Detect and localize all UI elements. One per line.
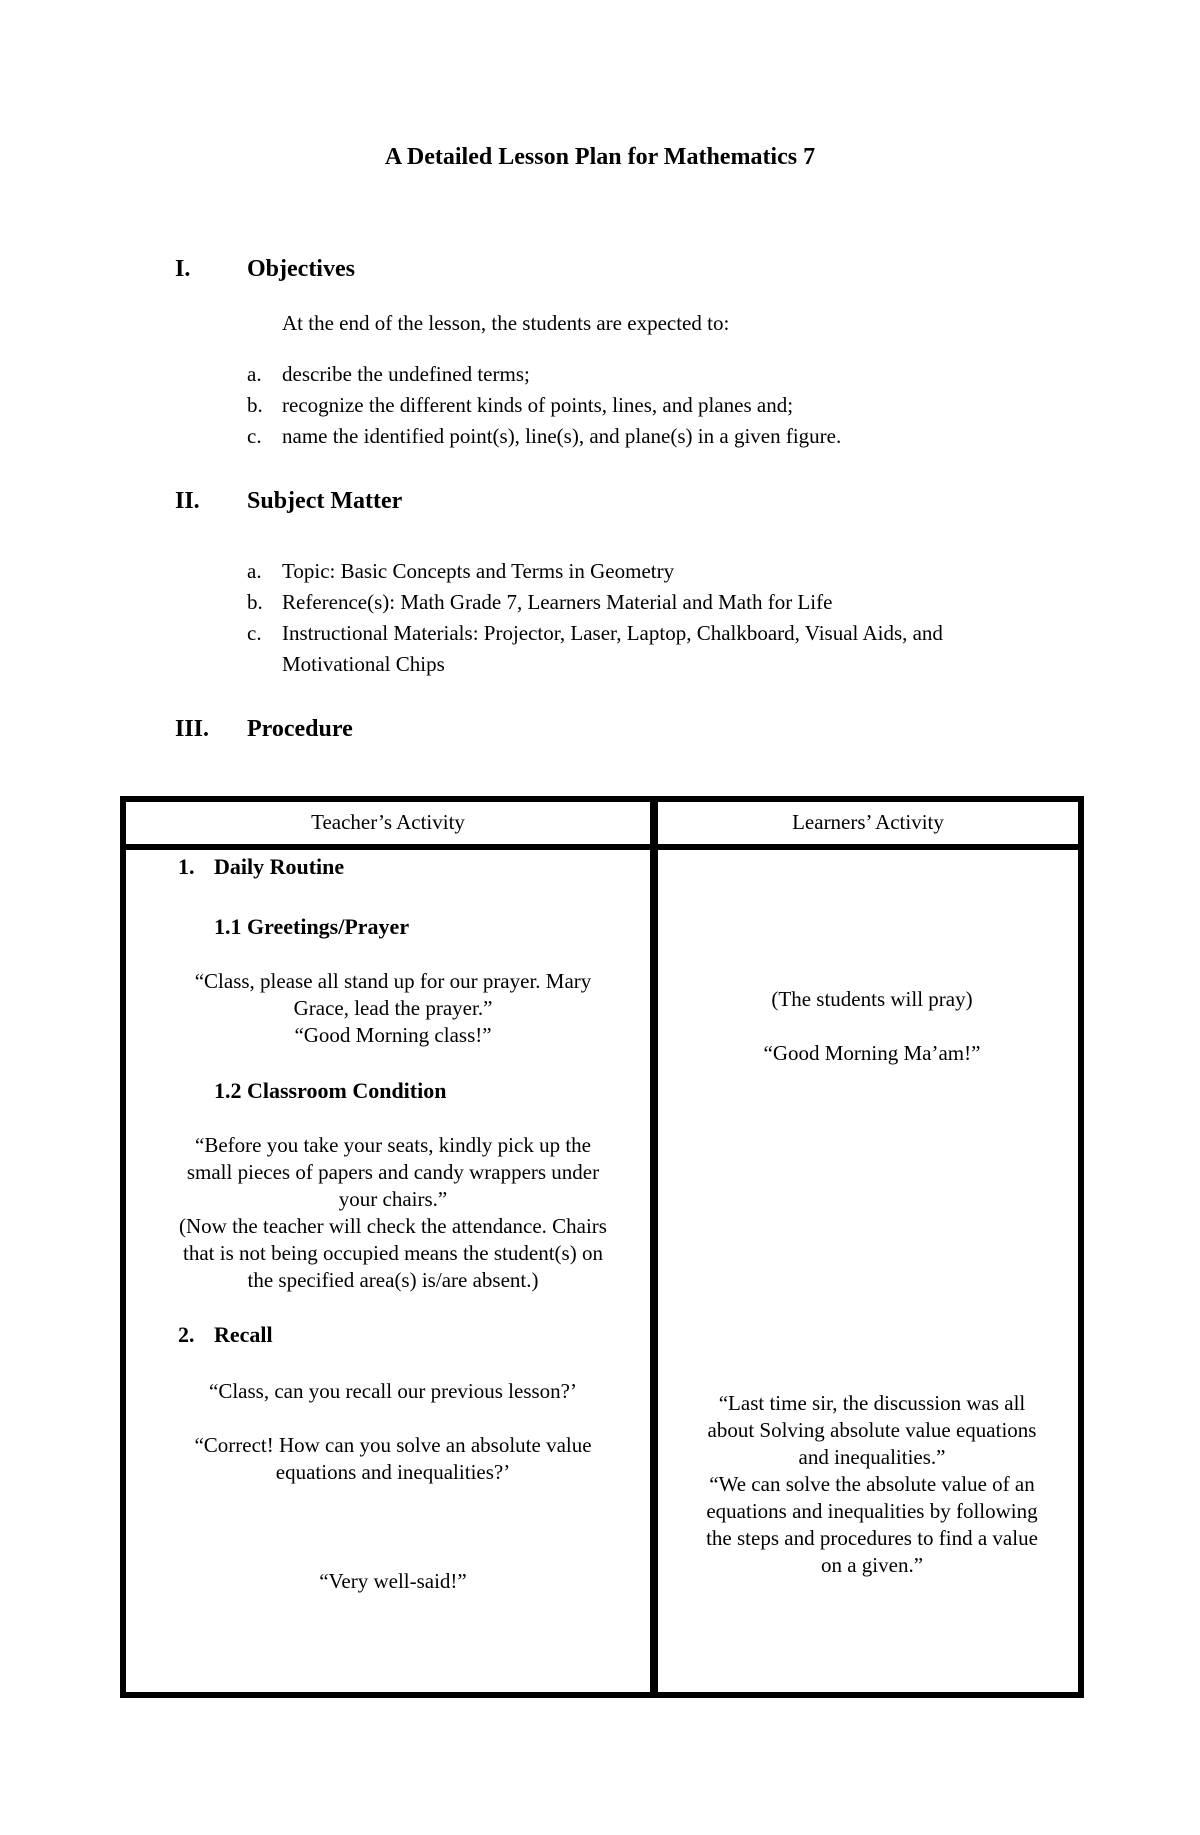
header-learners-activity: Learners’ Activity	[792, 810, 944, 834]
classroom-condition-heading: 1.2 Classroom Condition	[214, 1078, 447, 1103]
header-teacher-activity: Teacher’s Activity	[311, 810, 465, 834]
objective-label: c.	[247, 424, 262, 448]
recall-number: 2.	[178, 1322, 195, 1347]
learner-answer-line: and inequalities.”	[798, 1445, 946, 1469]
learner-answer-line: the steps and procedures to find a value	[706, 1526, 1038, 1550]
header-divider	[126, 844, 1078, 850]
section-number-objectives: I.	[175, 256, 191, 282]
objective-item: recognize the different kinds of points, lines, and planes and;	[282, 393, 794, 417]
teacher-recall-line: “Correct! How can you solve an absolute value	[194, 1433, 592, 1457]
learner-response: “Good Morning Ma’am!”	[763, 1041, 981, 1065]
greetings-heading: 1.1 Greetings/Prayer	[214, 914, 410, 939]
document-title: A Detailed Lesson Plan for Mathematics 7	[384, 144, 816, 170]
objectives-intro: At the end of the lesson, the students are expected to:	[282, 311, 730, 335]
teacher-recall-line: equations and inequalities?’	[275, 1460, 511, 1484]
subject-label: c.	[247, 621, 262, 645]
teacher-greeting-line: Grace, lead the prayer.”	[293, 996, 493, 1020]
objective-label: a.	[247, 362, 262, 386]
objective-label: b.	[247, 393, 263, 417]
learner-response: (The students will pray)	[771, 987, 973, 1011]
subject-item-continued: Motivational Chips	[282, 652, 445, 676]
teacher-recall-line: “Very well-said!”	[319, 1569, 467, 1593]
teacher-condition-line: (Now the teacher will check the attendance. Chairs	[179, 1214, 607, 1238]
teacher-condition-line: the specified area(s) is/are absent.)	[247, 1268, 539, 1292]
section-title-objectives: Objectives	[247, 256, 355, 282]
teacher-condition-line: your chairs.”	[338, 1187, 448, 1211]
learner-answer-line: about Solving absolute value equations	[707, 1418, 1037, 1442]
subject-item: Reference(s): Math Grade 7, Learners Material and Math for Life	[282, 590, 833, 614]
teacher-condition-line: small pieces of papers and candy wrappers under	[186, 1160, 600, 1184]
subject-item: Topic: Basic Concepts and Terms in Geometry	[282, 559, 675, 583]
learner-answer-line: on a given.”	[820, 1553, 924, 1577]
learner-answer-line: “We can solve the absolute value of an	[709, 1472, 1035, 1496]
learner-answer-line: “Last time sir, the discussion was all	[718, 1391, 1026, 1415]
section-title-subject-matter: Subject Matter	[247, 488, 403, 514]
teacher-recall-line: “Class, can you recall our previous lesson?’	[209, 1379, 577, 1403]
procedure-table	[120, 796, 1084, 1698]
subject-label: b.	[247, 590, 263, 614]
teacher-greeting-line: “Class, please all stand up for our prayer. Mary	[194, 969, 592, 993]
section-number-subject-matter: II.	[175, 488, 200, 514]
section-number-procedure: III.	[175, 716, 210, 742]
daily-routine-heading: Daily Routine	[214, 854, 345, 879]
column-divider	[650, 802, 658, 1692]
recall-heading: Recall	[214, 1322, 273, 1347]
section-title-procedure: Procedure	[247, 716, 353, 742]
learner-answer-line: equations and inequalities by following	[706, 1499, 1038, 1523]
objective-item: describe the undefined terms;	[282, 362, 530, 386]
teacher-greeting-line: “Good Morning class!”	[294, 1023, 492, 1047]
daily-routine-number: 1.	[178, 854, 195, 879]
teacher-condition-line: “Before you take your seats, kindly pick up the	[195, 1133, 591, 1157]
subject-item: Instructional Materials: Projector, Laser, Laptop, Chalkboard, Visual Aids, and	[282, 621, 943, 645]
objective-item: name the identified point(s), line(s), and plane(s) in a given figure.	[282, 424, 842, 448]
subject-label: a.	[247, 559, 262, 583]
teacher-condition-line: that is not being occupied means the student(s) on	[183, 1241, 603, 1265]
